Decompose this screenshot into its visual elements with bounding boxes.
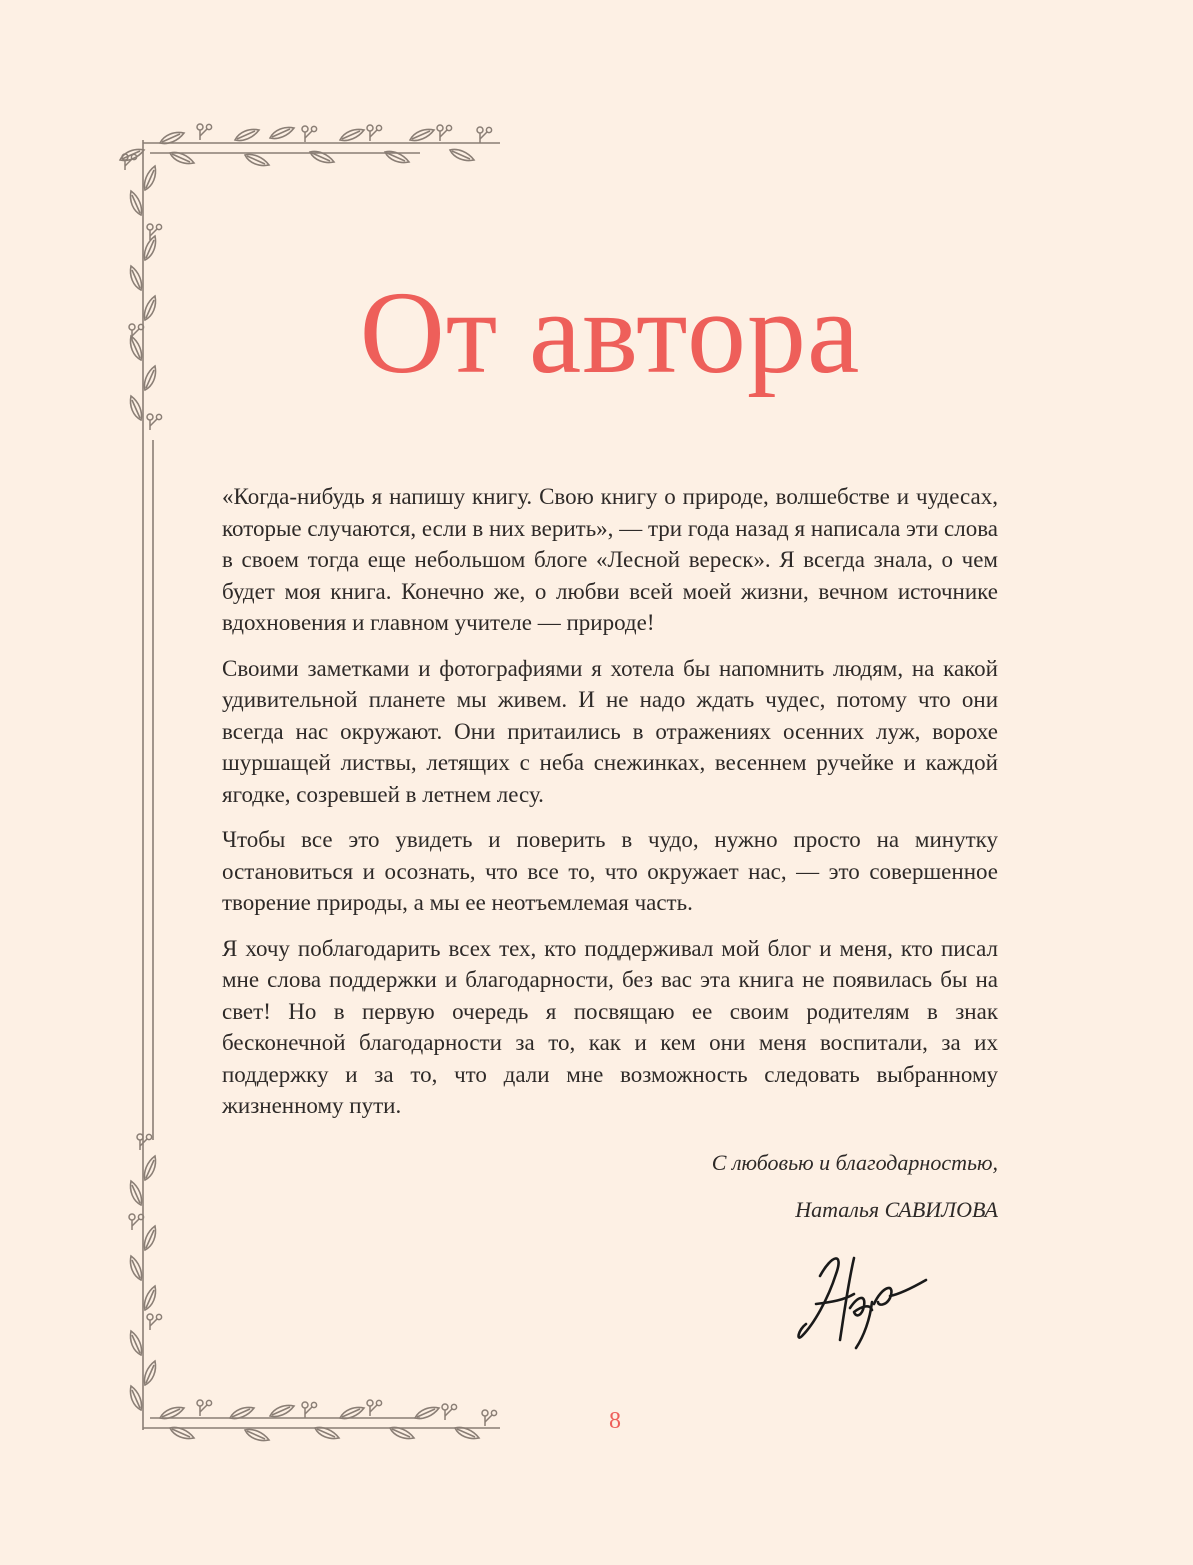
handwritten-signature (792, 1244, 932, 1356)
page-number: 8 (609, 1408, 621, 1434)
author-note-body (222, 481, 998, 1136)
paragraph: «Когда-нибудь я напишу книгу. Свою книгу о природе, волшебстве и чудесах, которые случаются, если в них верить», — три года назад я написала эти слова в своем тогда еще небольшом блоге «Лесной вереск». Я всегда знала, о чем будет моя книга. Конечно же, о любви всей моей жизни, вечном источнике вдохновения и главном учителе — природе! (222, 484, 998, 635)
paragraph: Я хочу поблагодарить всех тех, кто поддерживал мой блог и меня, кто писал мне слова поддержки и благодарности, без вас эта книга не появилась бы на свет! Но в первую очередь я посвящаю ее своим родителям в знак бесконечной благодарности за то, как и кем они меня воспитали, за их поддержку и за то, что дали мне возможность следовать выбранному жизненному пути. (222, 935, 998, 1118)
paragraph: Чтобы все это увидеть и поверить в чудо, нужно просто на минутку остановиться и осознать, что все то, что окружает нас, — это совершенное творение природы, а мы ее неотъемлемая часть. (222, 827, 998, 915)
author-name: Наталья САВИЛОВА (795, 1197, 998, 1222)
paragraph: Своими заметками и фотографиями я хотела бы напомнить людям, на какой удивительной планете мы живем. И не надо ждать чудес, потому что они всегда нас окружают. Они притаились в отражениях осенних луж, ворохе шуршащей листвы, летящих с неба снежинках, весеннем ручейке и каждой ягодке, созревшей в летнем лесу. (222, 655, 998, 807)
closing-line: С любовью и благодарностью, (711, 1150, 998, 1175)
page-title: От автора (359, 267, 861, 398)
